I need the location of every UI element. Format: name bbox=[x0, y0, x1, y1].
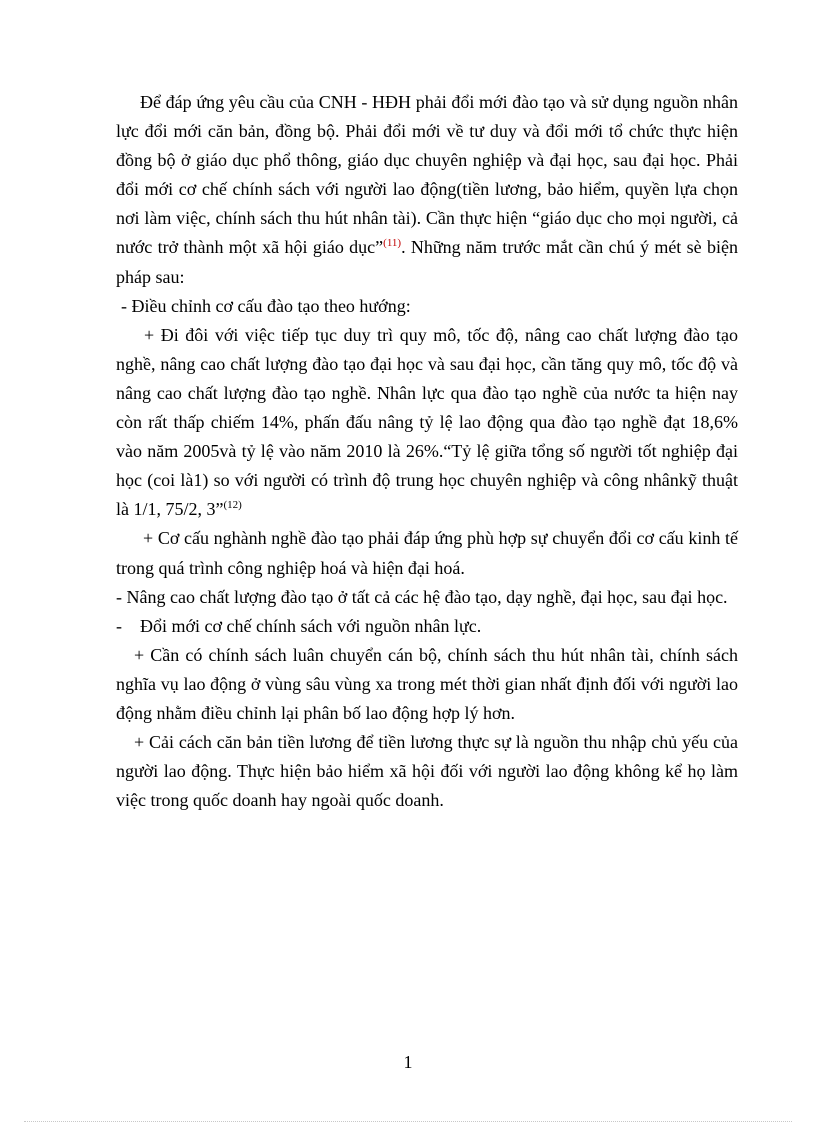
list-item-plus-1 bbox=[116, 321, 738, 525]
list-item-dash-2: - Nâng cao chất lượng đào tạo ở tất cả các hệ đào tạo, dạy nghề, đại học, sau đại học. bbox=[116, 586, 728, 607]
paragraph-intro-text: Để đáp ứng yêu cầu của CNH - HĐH phải đổi mới đào tạo và sử dụng nguồn nhân lực đổi mới căn bản, đồng bộ. Phải đổi mới về tư duy và đổi mới tổ chức thực hiện đồng bộ ở giáo dục phổ thông, giáo dục chuyên nghiệp và đại học, sau đại học. Phải đổi mới cơ chế chính sách với người lao động(tiền lương, bảo hiểm, quyền lựa chọn nơi làm việc, chính sách thu hút nhân tài). Cần thực hiện “giáo dục cho mọi người, cả nước trở thành một xã hội giáo dục” bbox=[116, 92, 738, 258]
list-item-plus-3: + Cần có chính sách luân chuyển cán bộ, chính sách thu hút nhân tài, chính sách nghĩa vụ lao động ở vùng sâu vùng xa trong mét thời gian nhất định đối với người lao động nhằm điều chỉnh lại phân bố lao động hợp lý hơn. bbox=[116, 644, 738, 723]
page-number: 1 bbox=[403, 1052, 413, 1072]
paragraph-intro bbox=[116, 88, 738, 292]
footnote-ref-11: (11) bbox=[383, 237, 402, 250]
list-item-plus-2: + Cơ cấu nghành nghề đào tạo phải đáp ứng phù hợp sự chuyển đổi cơ cấu kinh tế trong quá trình công nghiệp hoá và hiện đại hoá. bbox=[116, 528, 738, 578]
document-body bbox=[116, 88, 738, 815]
paragraph-intro-tail: . Những năm trước mắt cần chú ý mét sè biện pháp sau: bbox=[116, 237, 738, 287]
list-item-dash-3: - Đổi mới cơ chế chính sách với nguồn nhân lực. bbox=[116, 615, 482, 636]
footnote-ref-12: (12) bbox=[223, 499, 242, 512]
page-bottom-divider bbox=[24, 1121, 792, 1122]
list-item-plus-1-text: + Đi đôi với việc tiếp tục duy trì quy mô, tốc độ, nâng cao chất lượng đào tạo nghề, nâng cao chất lượng đào tạo đại học và sau đại học, cần tăng quy mô, tốc độ và nâng cao chất lượng đào tạo nghề. Nhân lực qua đào tạo nghề của nước ta hiện nay còn rất thấp chiếm 14%, phấn đấu nâng tỷ lệ lao động qua đào tạo nghề đạt 18,6% vào năm 2005và tỷ lệ vào năm 2010 là 26%.“Tỷ lệ giữa tổng số người tốt nghiệp đại học (coi là1) so với người có trình độ trung học chuyên nghiệp và công nhânkỹ thuật là 1/1, 75/2, 3” bbox=[116, 324, 738, 520]
list-item-plus-4: + Cải cách căn bản tiền lương để tiền lương thực sự là nguồn thu nhập chủ yếu của người lao động. Thực hiện bảo hiểm xã hội đối với người lao động không kể họ làm việc trong quốc doanh hay ngoài quốc doanh. bbox=[116, 732, 738, 811]
list-item-dash-1: - Điều chỉnh cơ cấu đào tạo theo hướng: bbox=[121, 295, 411, 316]
